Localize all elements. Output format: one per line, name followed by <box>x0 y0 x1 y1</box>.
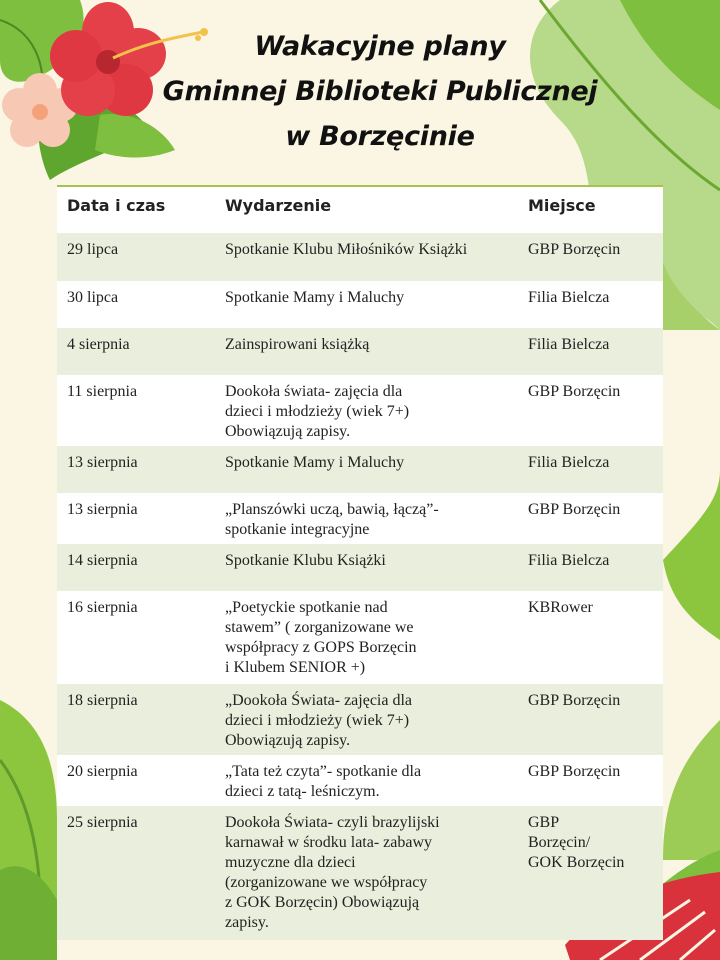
cell-place <box>518 233 663 281</box>
place-line: Filia Bielcza <box>528 552 610 569</box>
cell-date: 20 sierpnia <box>57 755 215 806</box>
event-line: Spotkanie Mamy i Maluchy <box>225 289 405 306</box>
cell-place <box>518 493 663 544</box>
place-line: GBP Borzęcin <box>528 241 621 258</box>
cell-date: 29 lipca <box>57 233 215 281</box>
header-place: Miejsce <box>518 186 663 233</box>
cell-date: 13 sierpnia <box>57 446 215 493</box>
place-line: GBP Borzęcin <box>528 763 621 780</box>
event-line: Obowiązują zapisy. <box>225 423 351 440</box>
cell-date: 11 sierpnia <box>57 375 215 446</box>
schedule-table <box>57 185 663 940</box>
cell-date: 16 sierpnia <box>57 591 215 684</box>
cell-place <box>518 684 663 755</box>
event-line: „Dookoła Świata- zajęcia dla <box>225 692 413 709</box>
leaf-bottom-right <box>663 720 720 860</box>
event-line: współpracy z GOPS Borzęcin <box>225 639 417 656</box>
event-line: muzyczne dla dzieci <box>225 854 356 871</box>
table-row <box>57 446 663 493</box>
event-line: dzieci i młodzieży (wiek 7+) <box>225 712 410 729</box>
event-line: karnawał w środku lata- zabawy <box>225 834 433 851</box>
cell-place <box>518 755 663 806</box>
place-line: Borzęcin/ <box>528 834 591 851</box>
event-line: Spotkanie Klubu Miłośników Książki <box>225 241 468 258</box>
place-line: Filia Bielcza <box>528 289 610 306</box>
place-line: GBP Borzęcin <box>528 383 621 400</box>
cell-place <box>518 281 663 328</box>
event-line: Spotkanie Klubu Książki <box>225 552 386 569</box>
event-line: „Tata też czyta”- spotkanie dla <box>225 763 422 780</box>
cell-date: 4 sierpnia <box>57 328 215 375</box>
cell-place <box>518 591 663 684</box>
place-line: Filia Bielcza <box>528 336 610 353</box>
table-header-row <box>57 186 663 233</box>
event-line: Dookoła świata- zajęcia dla <box>225 383 403 400</box>
cell-place <box>518 544 663 591</box>
table-row <box>57 684 663 755</box>
table-row <box>57 233 663 281</box>
cell-event <box>215 755 518 806</box>
event-line: dzieci z tatą- leśniczym. <box>225 783 380 800</box>
table-row <box>57 755 663 806</box>
title-line-1: Wakacyjne plany <box>254 31 506 62</box>
event-line: stawem” ( zorganizowane we <box>225 619 414 636</box>
cell-event <box>215 493 518 544</box>
place-line: Filia Bielcza <box>528 454 610 471</box>
event-line: z GOK Borzęcin) Obowiązują <box>225 894 420 911</box>
place-line: GBP <box>528 814 560 831</box>
cell-date: 13 sierpnia <box>57 493 215 544</box>
event-line: Spotkanie Mamy i Maluchy <box>225 454 405 471</box>
cell-event <box>215 233 518 281</box>
table-row <box>57 544 663 591</box>
cell-event <box>215 446 518 493</box>
cell-event <box>215 806 518 940</box>
event-line: i Klubem SENIOR +) <box>225 659 366 676</box>
title-line-2: Gminnej Biblioteki Publicznej <box>162 76 598 107</box>
event-line: Obowiązują zapisy. <box>225 732 351 749</box>
header-date: Data i czas <box>57 186 215 233</box>
cell-place <box>518 328 663 375</box>
page-title <box>120 24 640 159</box>
cell-event <box>215 591 518 684</box>
place-line: GBP Borzęcin <box>528 692 621 709</box>
cell-event <box>215 684 518 755</box>
place-line: KBRower <box>528 599 593 616</box>
cell-date: 30 lipca <box>57 281 215 328</box>
table-row <box>57 806 663 940</box>
place-line: GBP Borzęcin <box>528 501 621 518</box>
cell-place <box>518 375 663 446</box>
cell-place <box>518 806 663 940</box>
table-row <box>57 493 663 544</box>
cell-event <box>215 281 518 328</box>
table-row <box>57 281 663 328</box>
event-line: „Poetyckie spotkanie nad <box>225 599 388 616</box>
event-line: (zorganizowane we współpracy <box>225 874 428 891</box>
header-event: Wydarzenie <box>215 186 518 233</box>
title-line-3: w Borzęcinie <box>285 121 475 152</box>
table-row <box>57 328 663 375</box>
event-line: Zainspirowani książką <box>225 336 370 353</box>
cell-date: 14 sierpnia <box>57 544 215 591</box>
cell-event <box>215 544 518 591</box>
cell-event <box>215 328 518 375</box>
cell-date: 25 sierpnia <box>57 806 215 940</box>
event-line: „Planszówki uczą, bawią, łączą”- <box>225 501 439 518</box>
place-line: GOK Borzęcin <box>528 854 625 871</box>
event-line: spotkanie integracyjne <box>225 521 370 538</box>
cell-date: 18 sierpnia <box>57 684 215 755</box>
event-line: Dookoła Świata- czyli brazylijski <box>225 814 440 831</box>
table-row <box>57 375 663 446</box>
event-line: zapisy. <box>225 914 269 931</box>
event-line: dzieci i młodzieży (wiek 7+) <box>225 403 410 420</box>
table-row <box>57 591 663 684</box>
cell-place <box>518 446 663 493</box>
cell-event <box>215 375 518 446</box>
